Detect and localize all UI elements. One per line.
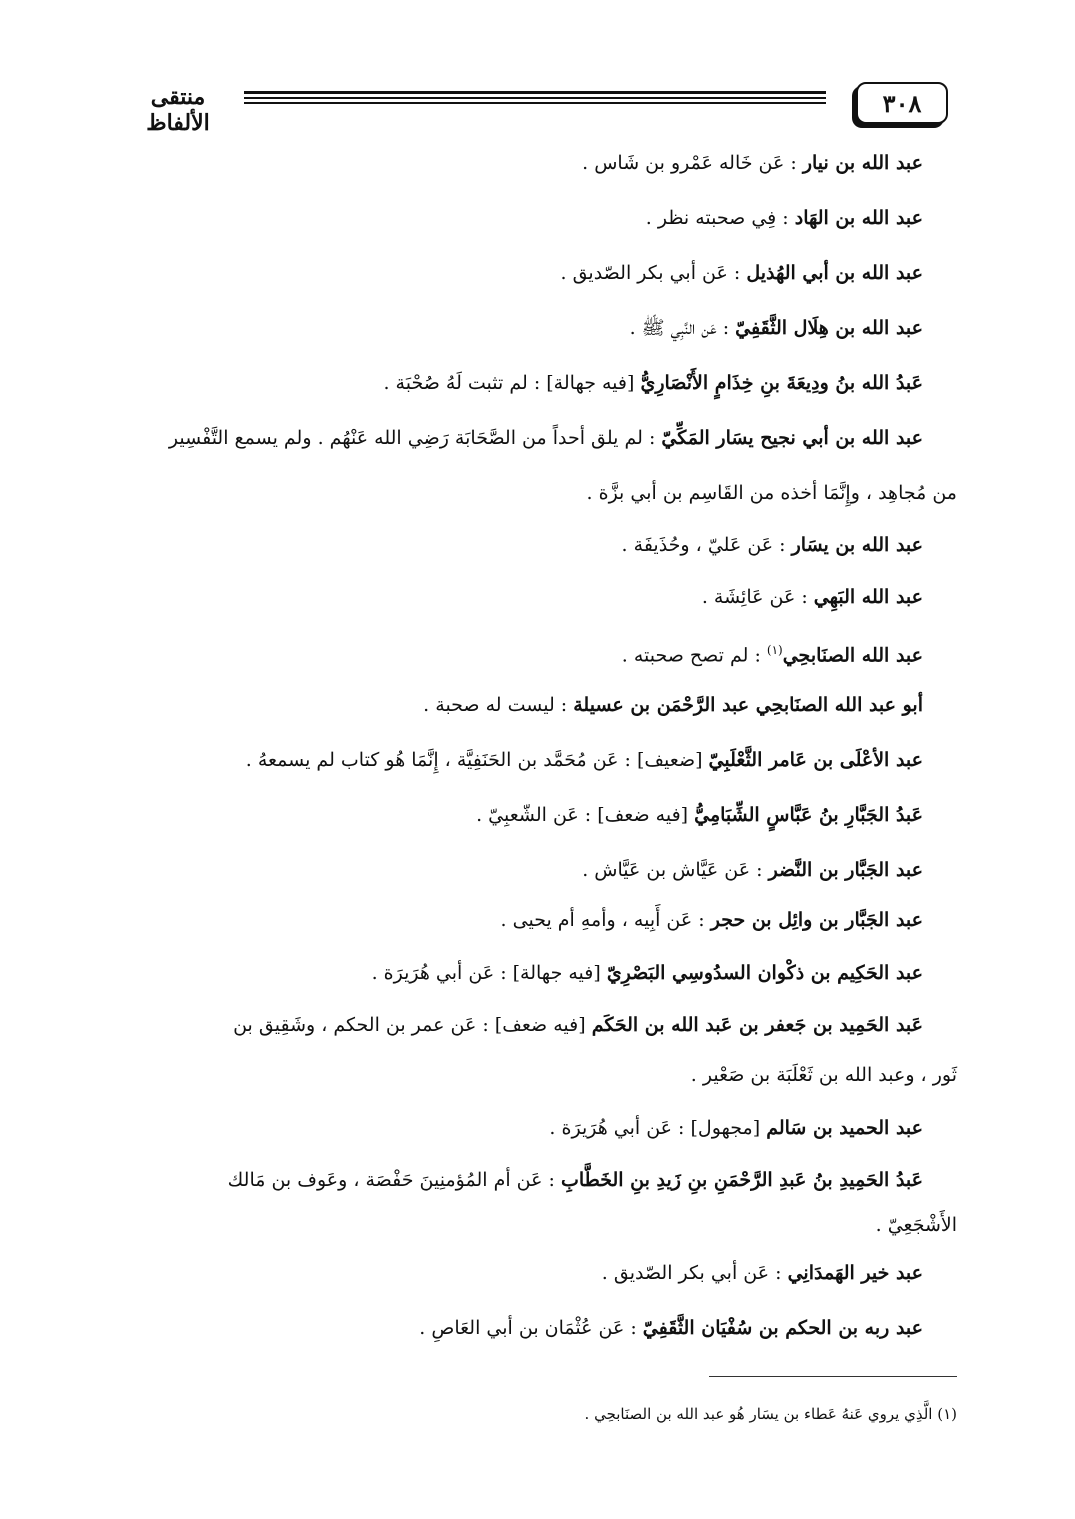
page-number-frame (856, 82, 948, 124)
entry-continuation: من مُجاهِد ، وإِنَّمَا أخذه من القَاسِم بن أبي بزَّة . (586, 482, 957, 504)
entry-line: عَبد الحَمِيد بن جَعفر بن عَبد الله بن الحَكَم [فيه ضعف] : عَن عمر بن الحكم ، وشَقِيق بن (233, 1014, 923, 1036)
entry-line: عبد الحَكِيم بن ذكْوان السدُوسِي البَصْرِيّ [فيه جهالة] : عَن أبي هُرَيرَة . (371, 962, 923, 984)
footnote: (١) الَّذِي يروي عَنهُ عَطاء بن يسَار هُو عبد الله بن الصنَابحِي . (584, 1405, 957, 1423)
entry-line: عَبدُ الحَمِيدِ بنُ عَبدِ الرَّحْمَنِ بنِ زَيدِ بنِ الخَطَّابِ : عَن أم المُؤمنِينَ حَفْصَة ، وعَوف بن مَالك (227, 1169, 923, 1191)
entry-line: عبد ربه بن الحكم بن سُفْيَان الثَّقَفِيّ : عَن عُثْمَان بن أبي العَاصِ . (419, 1317, 923, 1339)
entry-continuation: ثَور ، وعبد الله بن ثَعْلَبَة بن صَعْير . (690, 1064, 957, 1086)
entry-line: عبد الله بن الهَاد : فِي صحبته نظر . (645, 207, 923, 229)
entry-line: عبد الجَبَّار بن النَّضر : عَن عَيَّاش بن عَيَّاش . (582, 859, 923, 881)
entry-line: عبد الله بن أبي الهُذيل : عَن أبي بكر الصّديق . (560, 262, 923, 284)
entry-line: عبد الله بن أبي نجيح يسَار المَكِّيّ : لم يلق أحداً من الصَّحَابَة رَضِي الله عَنْهُم . ولم يسمع التَّفْسِير (168, 427, 923, 449)
entry-line: عبد الله البَهِي : عَن عَائِشَة . (701, 586, 923, 608)
entry-line: عبد الله بن يسَار : عَن عَليّ ، وحُذَيفَة . (621, 534, 923, 556)
page-header (118, 82, 948, 136)
entry-line: عبد الأعْلَى بن عَامر الثَّعْلَبِيّ [ضعيف] : عَن مُحَمَّد بن الحَنَفِيَّة ، إِنَّمَا هُو كتاب لم يسمعهُ . (245, 749, 923, 771)
entry-line: عَبدُ الجَبَّارِ بنُ عَبَّاسٍ الشِّبَامِيُّ [فيه ضعف] : عَن الشّعبِيّ . (476, 804, 923, 826)
entry-line: أبو عبد الله الصنَابحِي عبد الرَّحْمَن بن عسيلة : ليست له صحبة . (423, 694, 923, 716)
entry-line: عَبدُ الله بنُ ودِيعَةَ بنِ خِذَامٍ الأَنْصَارِيُّ [فيه جهالة] : لم تثبت لَهُ صُحْبَة . (383, 372, 923, 394)
entry-line: عبد الجَبَّار بن وائِل بن حجر : عَن أَبِيه ، وأمهِ أم يحيى . (500, 909, 923, 931)
entry-line: عبد خير الهَمدَانِي : عَن أبي بكر الصّديق . (601, 1262, 923, 1284)
header-rule (244, 91, 826, 107)
book-title: منتقى الألفاظ (146, 84, 210, 136)
entry-line: عبد الحميد بن سَالم [مجهول] : عَن أبي هُرَيرَة . (549, 1117, 923, 1139)
footnote-separator (709, 1376, 957, 1377)
entry-continuation: الأَشْجَعِيّ . (875, 1214, 957, 1236)
footnote-marker: (١) (766, 643, 783, 657)
entry-line: عبد الله بن نيار : عَن خَاله عَمْرو بن شَاس . (582, 152, 923, 174)
entry-line: عبد الله بن هِلَال الثَّقَفِيّ : عَن النَّبِي ﷺ . (629, 317, 923, 339)
entry-line: عبد الله الصنَابحِي$^{(١)}$ : لم تصح صحبته . (621, 643, 923, 667)
page-number: ٣٠٨ (882, 88, 922, 118)
